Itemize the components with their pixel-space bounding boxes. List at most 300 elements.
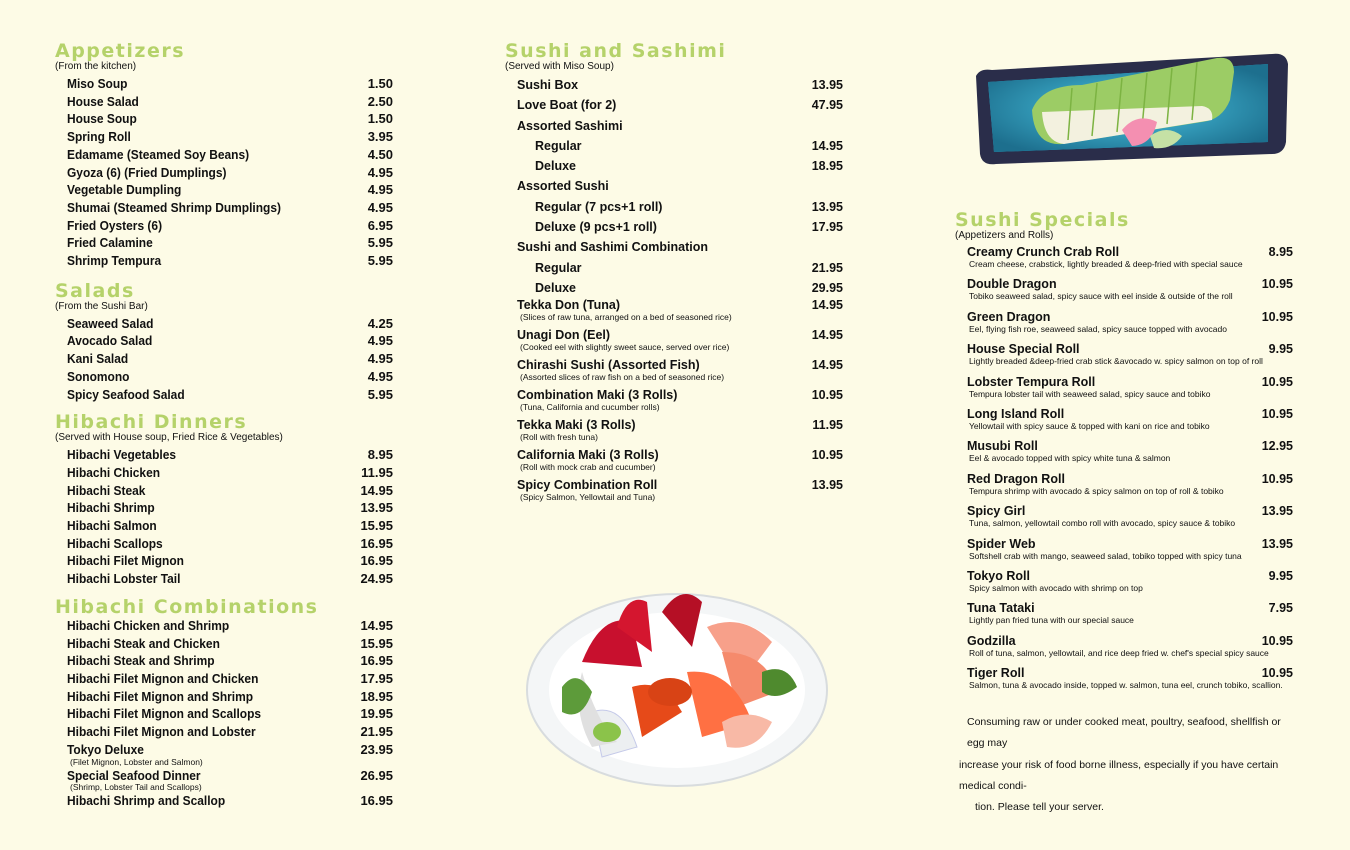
- special-item-name: Lobster Tempura Roll: [967, 374, 1096, 389]
- special-item: [955, 342, 1293, 367]
- sushi-item: [505, 478, 843, 502]
- special-item-line: [967, 342, 1293, 356]
- sushi-item-line: [517, 298, 843, 313]
- menu-item: [55, 670, 393, 688]
- sushi-item-price: 18.95: [811, 159, 843, 174]
- sushi-item-name: Unagi Don (Eel): [517, 328, 611, 343]
- sushi-item-name: Assorted Sashimi: [517, 118, 623, 133]
- menu-item-price: 4.95: [367, 199, 393, 215]
- menu-item-name: Hibachi Filet Mignon: [67, 553, 184, 569]
- sushi-item-line: [517, 448, 843, 463]
- menu-item-name: House Salad: [67, 93, 139, 109]
- special-item-description: Lightly breaded &deep-fried crab stick &avocado w. spicy salmon on top of roll: [969, 356, 1263, 367]
- menu-item-line: [67, 517, 393, 535]
- menu-item-line: [67, 368, 393, 386]
- menu-item: [55, 767, 393, 793]
- special-item-line: [967, 537, 1293, 551]
- menu-item-name: Seaweed Salad: [67, 315, 154, 331]
- menu-item: [55, 517, 393, 535]
- menu-item-line: [67, 93, 393, 111]
- menu-item-line: [67, 570, 393, 588]
- menu-item: [55, 705, 393, 723]
- sushi-specials-title: Sushi Specials: [955, 209, 1130, 231]
- sushi-item-name: Sushi and Sashimi Combination: [517, 240, 708, 255]
- menu-item-line: [67, 332, 393, 350]
- sushi-item-price: 10.95: [811, 388, 843, 403]
- sushi-sashimi-title: Sushi and Sashimi: [505, 40, 727, 62]
- menu-item-line: [67, 535, 393, 553]
- menu-item-price: 1.50: [367, 111, 393, 127]
- sushi-item-name: Assorted Sushi: [517, 179, 609, 194]
- sushi-item: [505, 136, 843, 156]
- special-item-price: 10.95: [1261, 633, 1293, 648]
- sushi-item-name: Tekka Maki (3 Rolls): [517, 418, 636, 433]
- special-item-price: 10.95: [1261, 666, 1293, 681]
- menu-item: [55, 110, 393, 128]
- left-column: [55, 41, 393, 810]
- menu-item: [55, 217, 393, 235]
- sushi-item-description: (Tuna, California and cucumber rolls): [520, 402, 660, 413]
- menu-item-line: [67, 446, 393, 464]
- menu-item-line: [67, 315, 393, 333]
- menu-item-name: Spicy Seafood Salad: [67, 386, 185, 402]
- sushi-item: [505, 116, 843, 136]
- menu-item-price: 2.50: [367, 93, 393, 109]
- special-item: [955, 277, 1293, 302]
- menu-item-description: (Shrimp, Lobster Tail and Scallops): [70, 782, 202, 793]
- sushi-item-price: 13.95: [811, 478, 843, 493]
- sushi-item-line: [535, 156, 843, 176]
- menu-item-line: [67, 75, 393, 93]
- menu-item-price: 17.95: [360, 670, 393, 686]
- menu-item-line: [67, 482, 393, 500]
- menu-item-line: [67, 635, 393, 653]
- special-item-name: Tiger Roll: [967, 666, 1025, 681]
- salads-subtitle: (From the Sushi Bar): [55, 300, 148, 312]
- menu-item-line: [67, 499, 393, 517]
- menu-item-name: Hibachi Scallops: [67, 535, 163, 551]
- sushi-item-price: 14.95: [811, 298, 843, 313]
- sushi-item-price: 47.95: [811, 98, 843, 113]
- menu-item-price: 4.95: [367, 368, 393, 384]
- menu-item-line: [67, 723, 393, 741]
- menu-item: [55, 688, 393, 706]
- sushi-sashimi-subtitle: (Served with Miso Soup): [505, 61, 614, 72]
- sushi-item-line: [517, 358, 843, 373]
- special-item-name: Green Dragon: [967, 309, 1051, 324]
- menu-item-price: 6.95: [367, 217, 393, 233]
- menu-item-name: Hibachi Filet Mignon and Chicken: [67, 670, 259, 686]
- menu-item-name: Edamame (Steamed Soy Beans): [67, 146, 250, 162]
- special-item-description: Yellowtail with spicy sauce & topped with kani on rice and tobiko: [969, 420, 1210, 431]
- special-item-line: [967, 504, 1293, 518]
- sushi-specials-subtitle: (Appetizers and Rolls): [955, 230, 1054, 241]
- menu-item: [55, 146, 393, 164]
- sushi-item-line: [517, 418, 843, 433]
- menu-item-price: 5.95: [367, 253, 393, 269]
- special-item: [955, 569, 1293, 594]
- menu-item-price: 14.95: [360, 617, 393, 633]
- sushi-item-line: [517, 176, 843, 196]
- menu-item: [55, 75, 393, 93]
- menu-item-line: [67, 252, 393, 270]
- special-item-price: 10.95: [1261, 309, 1293, 324]
- menu-item: [55, 652, 393, 670]
- sushi-item-name: Love Boat (for 2): [517, 98, 617, 113]
- menu-item-name: House Soup: [67, 111, 137, 127]
- menu-item-name: Fried Oysters (6): [67, 217, 163, 233]
- special-item-price: 9.95: [1268, 342, 1293, 357]
- sushi-item: [505, 328, 843, 352]
- special-item-price: 10.95: [1261, 406, 1293, 421]
- sushi-item-name: Spicy Combination Roll: [517, 478, 658, 493]
- sushi-item-description: (Roll with fresh tuna): [520, 432, 598, 443]
- salads-list: [55, 315, 393, 404]
- menu-item-price: 19.95: [360, 706, 393, 722]
- appetizers-subtitle: (From the kitchen): [55, 61, 137, 72]
- hibachi-dinners-subtitle: (Served with House soup, Fried Rice & Vegetables): [55, 432, 283, 444]
- hibachi-dinners-list: [55, 446, 393, 588]
- menu-item-line: [67, 350, 393, 368]
- special-item: [955, 472, 1293, 497]
- menu-item-price: 4.25: [367, 315, 393, 331]
- menu-item-line: [67, 464, 393, 482]
- special-item-line: [967, 375, 1293, 389]
- special-item-price: 9.95: [1268, 568, 1293, 583]
- sushi-item-description: (Spicy Salmon, Yellowtail and Tuna): [520, 492, 656, 503]
- menu-item: [55, 570, 393, 588]
- menu-item-price: 21.95: [360, 724, 393, 740]
- special-item-description: Eel, flying fish roe, seaweed salad, spicy sauce topped with avocado: [969, 323, 1227, 334]
- menu-item-price: 14.95: [360, 482, 393, 498]
- special-item: [955, 537, 1293, 562]
- menu-item-name: Hibachi Filet Mignon and Scallops: [67, 706, 262, 722]
- sushi-item: [505, 258, 843, 278]
- notice-line-3: tion. Please tell your server.: [975, 801, 1104, 814]
- menu-item: [55, 741, 393, 767]
- special-item-price: 13.95: [1261, 504, 1293, 519]
- special-item: [955, 634, 1293, 659]
- sashimi-plate-image: [522, 572, 832, 790]
- special-item: [955, 439, 1293, 464]
- sushi-item-name: Deluxe: [535, 280, 576, 295]
- sushi-item-line: [517, 75, 843, 95]
- sushi-item-name: Tekka Don (Tuna): [517, 298, 621, 313]
- menu-item: [55, 199, 393, 217]
- menu-item-name: Hibachi Salmon: [67, 518, 157, 534]
- sushi-item-line: [517, 116, 843, 136]
- hibachi-combinations-list: [55, 617, 393, 810]
- special-item: [955, 666, 1293, 691]
- menu-item-name: Vegetable Dumpling: [67, 182, 182, 198]
- menu-item-price: 16.95: [360, 535, 393, 551]
- sushi-item-name: California Maki (3 Rolls): [517, 448, 659, 463]
- sushi-sashimi-list: [505, 75, 843, 502]
- sushi-item-price: 29.95: [811, 280, 843, 295]
- hibachi-combinations-title: Hibachi Combinations: [55, 595, 319, 618]
- menu-item: [55, 635, 393, 653]
- menu-item: [55, 368, 393, 386]
- special-item-name: Godzilla: [967, 633, 1016, 648]
- sushi-item: [505, 217, 843, 237]
- menu-item-price: 23.95: [360, 741, 393, 757]
- sushi-item-price: 14.95: [811, 328, 843, 343]
- sushi-item-name: Deluxe (9 pcs+1 roll): [535, 220, 657, 235]
- menu-item: [55, 252, 393, 270]
- sushi-item-price: 21.95: [811, 260, 843, 275]
- menu-item-name: Tokyo Deluxe: [67, 741, 144, 757]
- menu-item-name: Hibachi Steak and Chicken: [67, 635, 220, 651]
- hibachi-combinations-section: [55, 597, 393, 810]
- special-item-price: 7.95: [1268, 601, 1293, 616]
- sushi-item-price: 13.95: [811, 78, 843, 92]
- notice-line-2: increase your risk of food borne illness, especially if you have certain medical condi-: [959, 758, 1279, 792]
- appetizers-section: [55, 41, 393, 270]
- special-item-name: Tokyo Roll: [967, 568, 1030, 583]
- special-item-description: Tuna, salmon, yellowtail combo roll with avocado, spicy sauce & tobiko: [969, 518, 1236, 529]
- menu-item-line: [67, 386, 393, 404]
- menu-item-description: (Filet Mignon, Lobster and Salmon): [70, 756, 203, 767]
- menu-item-price: 11.95: [361, 464, 393, 480]
- menu-item-line: [67, 688, 393, 706]
- notice-line-1: Consuming raw or under cooked meat, poultry, seafood, shellfish or egg may: [967, 716, 1281, 750]
- special-item-name: Creamy Crunch Crab Roll: [967, 245, 1120, 259]
- menu-item-line: [67, 164, 393, 182]
- sushi-item-name: Regular: [535, 138, 582, 153]
- hibachi-dinners-section: [55, 412, 393, 588]
- menu-item: [55, 552, 393, 570]
- menu-item-price: 26.95: [360, 767, 393, 783]
- special-item-price: 10.95: [1261, 277, 1293, 292]
- menu-item-price: 16.95: [360, 553, 393, 569]
- special-item-line: [967, 666, 1293, 680]
- menu-item: [55, 792, 393, 810]
- special-item-description: Tobiko seaweed salad, spicy sauce with eel inside & outside of the roll: [969, 291, 1233, 302]
- menu-item: [55, 723, 393, 741]
- sushi-item: [505, 358, 843, 382]
- sushi-item: [505, 176, 843, 196]
- special-item-description: Salmon, tuna & avocado inside, topped w. salmon, tuna eel, crunch tobiko, scallion.: [969, 680, 1283, 691]
- menu-item-name: Gyoza (6) (Fried Dumplings): [67, 164, 227, 180]
- special-item-name: Red Dragon Roll: [967, 471, 1065, 486]
- menu-item: [55, 128, 393, 146]
- special-item-line: [967, 439, 1293, 453]
- menu-item-name: Hibachi Steak and Shrimp: [67, 653, 215, 669]
- sushi-item-line: [517, 95, 843, 115]
- special-item: [955, 375, 1293, 400]
- menu-item-price: 15.95: [360, 518, 393, 534]
- special-item-description: Spicy salmon with avocado with shrimp on top: [969, 582, 1143, 593]
- salads-section: [55, 281, 393, 404]
- sushi-item-name: Regular (7 pcs+1 roll): [535, 199, 663, 214]
- sushi-item: [505, 388, 843, 412]
- sushi-item: [505, 75, 843, 95]
- menu-item-price: 4.50: [367, 146, 393, 162]
- menu-item-name: Hibachi Steak: [67, 482, 146, 498]
- sushi-item-line: [535, 217, 843, 237]
- menu-item-name: Hibachi Vegetables: [67, 447, 177, 463]
- special-item-name: Long Island Roll: [967, 406, 1065, 421]
- menu-item-name: Avocado Salad: [67, 333, 153, 349]
- special-item-line: [967, 472, 1293, 486]
- menu-item-line: [67, 792, 393, 810]
- menu-item-name: Special Seafood Dinner: [67, 767, 201, 783]
- special-item-name: House Special Roll: [967, 342, 1080, 357]
- menu-item-name: Hibachi Chicken: [67, 464, 161, 480]
- menu-item-price: 5.95: [367, 235, 393, 251]
- special-item-name: Spicy Girl: [967, 504, 1026, 519]
- menu-item-line: [67, 552, 393, 570]
- menu-item-line: [67, 146, 393, 164]
- menu-item-price: 4.95: [367, 164, 393, 180]
- menu-item-name: Hibachi Filet Mignon and Shrimp: [67, 688, 254, 704]
- special-item: [955, 407, 1293, 432]
- sushi-item-name: Deluxe: [535, 159, 576, 174]
- sushi-item-price: 14.95: [811, 358, 843, 373]
- special-item-line: [967, 310, 1293, 324]
- special-item: [955, 245, 1293, 270]
- menu-item: [55, 93, 393, 111]
- special-item: [955, 310, 1293, 335]
- sushi-item-name: Combination Maki (3 Rolls): [517, 388, 678, 403]
- sushi-item-description: (Slices of raw tuna, arranged on a bed of seasoned rice): [520, 312, 732, 323]
- menu-item-price: 5.95: [367, 386, 393, 402]
- menu-item-name: Shumai (Steamed Shrimp Dumplings): [67, 199, 281, 215]
- special-item-name: Double Dragon: [967, 277, 1057, 292]
- menu-item-name: Spring Roll: [67, 129, 131, 145]
- special-item-name: Musubi Roll: [967, 439, 1038, 454]
- special-item-line: [967, 245, 1293, 259]
- menu-item-name: Miso Soup: [67, 76, 128, 91]
- menu-item: [55, 482, 393, 500]
- sushi-item-line: [535, 136, 843, 156]
- menu-item-name: Kani Salad: [67, 351, 129, 367]
- menu-item-price: 13.95: [360, 500, 393, 516]
- special-item-description: Eel & avocado topped with spicy white tuna & salmon: [969, 453, 1171, 464]
- right-column: [955, 210, 1293, 698]
- menu-item-price: 15.95: [360, 635, 393, 651]
- special-item-line: [967, 634, 1293, 648]
- menu-item-name: Hibachi Shrimp and Scallop: [67, 793, 226, 809]
- menu-item-line: [67, 705, 393, 723]
- menu-item-line: [67, 181, 393, 199]
- special-item: [955, 601, 1293, 626]
- menu-item-line: [67, 128, 393, 146]
- salads-title: Salads: [55, 279, 135, 302]
- special-item-price: 10.95: [1261, 471, 1293, 486]
- sushi-item-line: [517, 478, 843, 493]
- special-item-line: [967, 277, 1293, 291]
- special-item-description: Cream cheese, crabstick, lightly breaded & deep-fried with special sauce: [969, 259, 1243, 269]
- special-item-name: Tuna Tataki: [967, 601, 1035, 616]
- menu-item: [55, 464, 393, 482]
- special-item-name: Spider Web: [967, 536, 1036, 551]
- menu-item-price: 4.95: [367, 351, 393, 367]
- sushi-item-line: [535, 258, 843, 278]
- menu-item: [55, 164, 393, 182]
- sushi-item: [505, 156, 843, 176]
- menu-item-price: 3.95: [367, 129, 393, 145]
- food-safety-notice: [959, 712, 1299, 818]
- special-item-description: Lightly pan fried tuna with our special sauce: [969, 615, 1134, 626]
- special-item-description: Roll of tuna, salmon, yellowtail, and rice deep fried w. chef's special spicy sauce: [969, 647, 1269, 658]
- sushi-item-name: Regular: [535, 260, 582, 275]
- sushi-item: [505, 278, 843, 298]
- menu-item-name: Shrimp Tempura: [67, 253, 162, 269]
- menu-item-name: Sonomono: [67, 368, 130, 384]
- special-item-line: [967, 407, 1293, 421]
- menu-item: [55, 386, 393, 404]
- sushi-item-price: 17.95: [811, 220, 843, 235]
- menu-item-line: [67, 217, 393, 235]
- menu-item-price: 4.95: [367, 333, 393, 349]
- sushi-item-line: [535, 197, 843, 217]
- sushi-item-description: (Assorted slices of raw fish on a bed of seasoned rice): [520, 372, 725, 383]
- special-item-description: Tempura shrimp with avocado & spicy salmon on top of roll & tobiko: [969, 485, 1224, 496]
- menu-item: [55, 234, 393, 252]
- sushi-item-price: 14.95: [811, 138, 843, 153]
- menu-item-name: Hibachi Shrimp: [67, 500, 155, 516]
- menu-item-price: 1.50: [367, 76, 393, 91]
- menu-item-name: Hibachi Filet Mignon and Lobster: [67, 724, 256, 740]
- sushi-specials-list: [955, 245, 1293, 691]
- sushi-item-line: [517, 388, 843, 403]
- special-item-price: 8.95: [1268, 245, 1293, 259]
- sushi-item: [505, 95, 843, 115]
- special-item-description: Tempura lobster tail with seaweed salad, spicy sauce and tobiko: [969, 388, 1211, 399]
- special-item-line: [967, 569, 1293, 583]
- sushi-item: [505, 197, 843, 217]
- middle-column: [505, 41, 843, 508]
- sushi-item-description: (Cooked eel with slightly sweet sauce, served over rice): [520, 342, 730, 353]
- menu-item: [55, 617, 393, 635]
- menu-item-line: [67, 617, 393, 635]
- green-dragon-roll-image: [972, 50, 1292, 168]
- menu-item-line: [67, 234, 393, 252]
- special-item-line: [967, 601, 1293, 615]
- sushi-item-line: [517, 328, 843, 343]
- menu-item-price: 16.95: [360, 653, 393, 669]
- sushi-item: [505, 237, 843, 257]
- menu-item-price: 24.95: [360, 571, 393, 587]
- sushi-item: [505, 448, 843, 472]
- menu-item-line: [67, 110, 393, 128]
- menu-item: [55, 499, 393, 517]
- menu-item-name: Hibachi Chicken and Shrimp: [67, 617, 230, 633]
- menu-item: [55, 181, 393, 199]
- sushi-item-description: (Roll with mock crab and cucumber): [520, 462, 656, 473]
- menu-item-name: Fried Calamine: [67, 235, 153, 251]
- sushi-item-line: [535, 278, 843, 298]
- sushi-item-price: 10.95: [811, 448, 843, 463]
- special-item-description: Softshell crab with mango, seaweed salad, tobiko topped with spicy tuna: [969, 550, 1242, 561]
- menu-item-price: 4.95: [367, 182, 393, 198]
- sushi-item-line: [517, 237, 843, 257]
- menu-item-line: [67, 199, 393, 217]
- appetizers-title: Appetizers: [55, 40, 186, 62]
- menu-item: [55, 315, 393, 333]
- sushi-item: [505, 298, 843, 322]
- menu-item: [55, 446, 393, 464]
- sushi-item-price: 11.95: [812, 418, 843, 433]
- sushi-item-price: 13.95: [811, 199, 843, 214]
- menu-item: [55, 332, 393, 350]
- menu-item: [55, 350, 393, 368]
- appetizers-list: [55, 75, 393, 270]
- special-item-price: 10.95: [1261, 374, 1293, 389]
- sushi-item: [505, 418, 843, 442]
- special-item-price: 12.95: [1261, 439, 1293, 454]
